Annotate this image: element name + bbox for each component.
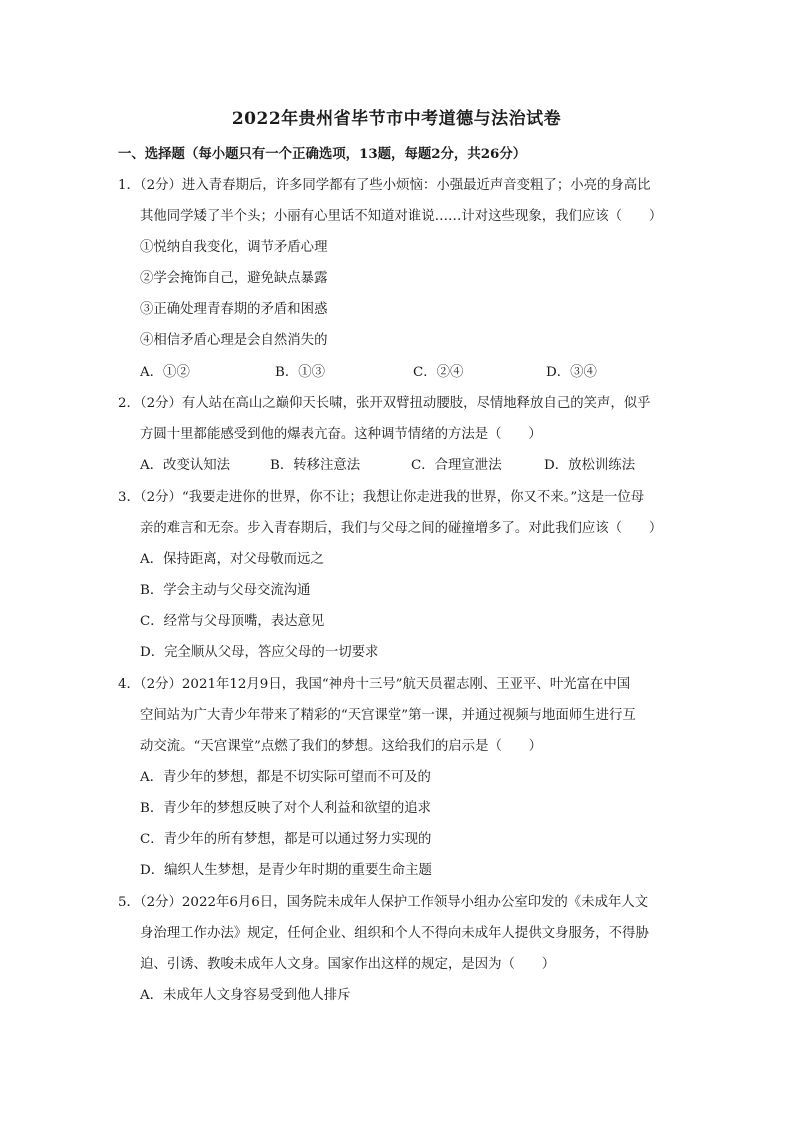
question-5-line-1: 5．（2分）2022年6月6日，国务院未成年人保护工作领导小组办公室印发的《未成年人文 [118,895,649,910]
question-3-option-a: A．保持距离，对父母敬而远之 [140,552,324,567]
question-2-option-c: C．合理宣泄法 [411,458,502,473]
question-2-option-a: A．改变认知法 [140,458,231,473]
question-3-option-b: B．学会主动与父母交流沟通 [140,583,311,598]
question-1-line-2: 其他同学矮了半个头；小丽有心里话不知道对谁说……计对这些现象，我们应该（ ） [140,209,663,224]
question-4-option-b: B．青少年的梦想反映了对个人利益和欲望的追求 [140,801,432,816]
question-2-option-d: D．放松训练法 [544,458,636,473]
question-4-line-2: 空间站为广大青少年带来了精彩的“天宫课堂”第一课，并通过视频与地面师生进行互 [140,708,636,723]
question-2-line-2: 方圆十里都能感受到他的爆表亢奋。这种调节情绪的方法是（ ） [140,427,542,442]
question-4-line-3: 动交流。“天宫课堂”点燃了我们的梦想。这给我们的启示是（ ） [140,739,543,754]
question-1-option-d: D．③④ [546,365,597,380]
question-3-option-c: C．经常与父母顶嘴，表达意见 [140,614,325,629]
question-5-line-3: 迫、引诱、教唆未成年人文身。国家作出这样的规定，是因为（ ） [140,957,556,972]
question-4-option-d: D．编织人生梦想，是青少年时期的重要生命主题 [140,863,432,878]
document-title: 2022年贵州省毕节市中考道德与法治试卷 [231,109,562,129]
question-1-statement-2: ②学会掩饰自己，避免缺点暴露 [140,271,328,286]
question-1-statement-1: ①悦纳自我变化，调节矛盾心理 [140,240,328,255]
question-5-line-2: 身治理工作办法》规定，任何企业、组织和个人不得向未成年人提供文身服务，不得胁 [140,926,649,941]
question-2-option-b: B．转移注意法 [270,458,361,473]
question-1-statement-3: ③正确处理青春期的矛盾和困惑 [140,302,328,317]
question-1-option-a: A．①② [140,365,190,380]
question-3-line-2: 亲的难言和无奈。步入青春期后，我们与父母之间的碰撞增多了。对此我们应该（ ） [140,521,663,536]
question-4-line-1: 4．（2分）2021年12月9日，我国“神舟十三号”航天员翟志刚、王亚平、叶光富在中国 [118,677,631,692]
section-heading: 一、选择题（每小题只有一个正确选项，13题，每题2分，共26分） [118,146,527,162]
question-3-line-1: 3．（2分）“我要走进你的世界，你不让；我想让你走进我的世界，你又不来。”这是一位母 [118,490,645,505]
question-1-line-1: 1．（2分）进入青春期后，许多同学都有了些小烦恼：小强最近声音变粗了；小亮的身高比 [118,178,651,193]
question-4-option-c: C．青少年的所有梦想，都是可以通过努力实现的 [140,832,432,847]
question-2-line-1: 2．（2分）有人站在高山之巅仰天长啸，张开双臂扭动腰肢，尽情地释放自己的笑声，似乎 [118,396,651,411]
question-1-statement-4: ④相信矛盾心理是会自然消失的 [140,333,328,348]
question-4-option-a: A．青少年的梦想，都是不切实际可望而不可及的 [140,770,431,785]
question-3-option-d: D．完全顺从父母，答应父母的一切要求 [140,645,379,660]
question-1-option-c: C．②④ [413,365,464,380]
question-1-option-b: B．①③ [275,365,326,380]
question-5-option-a: A．未成年人文身容易受到他人排斥 [140,988,351,1003]
